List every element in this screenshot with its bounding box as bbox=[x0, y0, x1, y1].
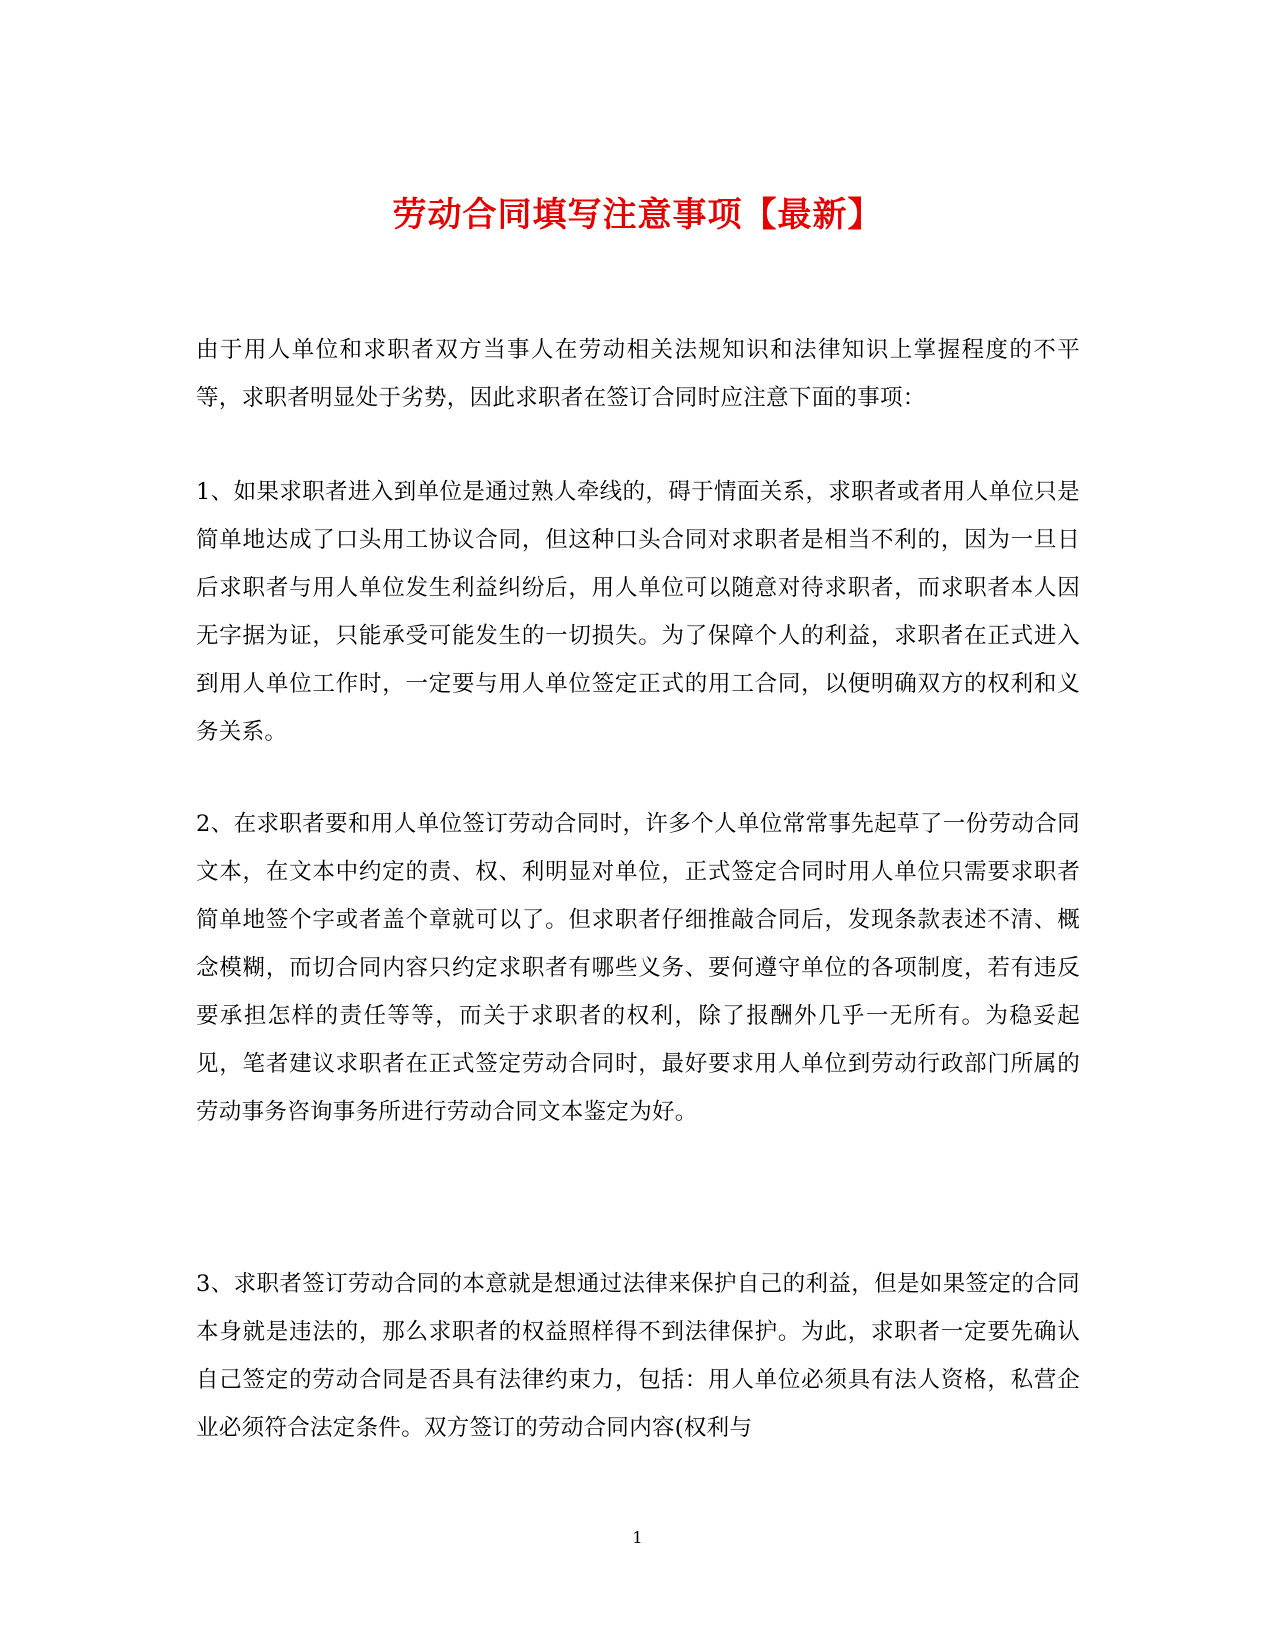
page-number: 1 bbox=[632, 1528, 643, 1547]
paragraph-intro: 由于用人单位和求职者双方当事人在劳动相关法规知识和法律知识上掌握程度的不平等，求职者明显处于劣势，因此求职者在签订合同时应注意下面的事项： bbox=[196, 337, 1080, 411]
page-title: 劳动合同填写注意事项【最新】 bbox=[392, 194, 883, 235]
paragraph-item-3: 3、求职者签订劳动合同的本意就是想通过法律来保护自己的利益，但是如果签定的合同本身就是违法的，那么求职者的权益照样得不到法律保护。为此，求职者一定要先确认自己签定的劳动合同是否具有法律约束力，包括：用人单位必须具有法人资格，私营企业必须符合法定条件。双方签订的劳动合同内容(权利与 bbox=[196, 1271, 1080, 1441]
paragraph-item-1: 1、如果求职者进入到单位是通过熟人牵线的，碍于情面关系，求职者或者用人单位只是简单地达成了口头用工协议合同，但这种口头合同对求职者是相当不利的，因为一旦日后求职者与用人单位发生利益纠纷后，用人单位可以随意对待求职者，而求职者本人因无字据为证，只能承受可能发生的一切损失。为了保障个人的利益，求职者在正式进入到用人单位工作时，一定要与用人单位签定正式的用工合同，以便明确双方的权利和义务关系。 bbox=[196, 479, 1080, 745]
paragraph-item-2: 2、在求职者要和用人单位签订劳动合同时，许多个人单位常常事先起草了一份劳动合同文本，在文本中约定的责、权、利明显对单位，正式签定合同时用人单位只需要求职者简单地签个字或者盖个章就可以了。但求职者仔细推敲合同后，发现条款表述不清、概念模糊，而切合同内容只约定求职者有哪些义务、要何遵守单位的各项制度，若有违反要承担怎样的责任等等，而关于求职者的权利，除了报酬外几乎一无所有。为稳妥起见，笔者建议求职者在正式签定劳动合同时，最好要求用人单位到劳动行政部门所属的劳动事务咨询事务所进行劳动合同文本鉴定为好。 bbox=[196, 811, 1080, 1125]
